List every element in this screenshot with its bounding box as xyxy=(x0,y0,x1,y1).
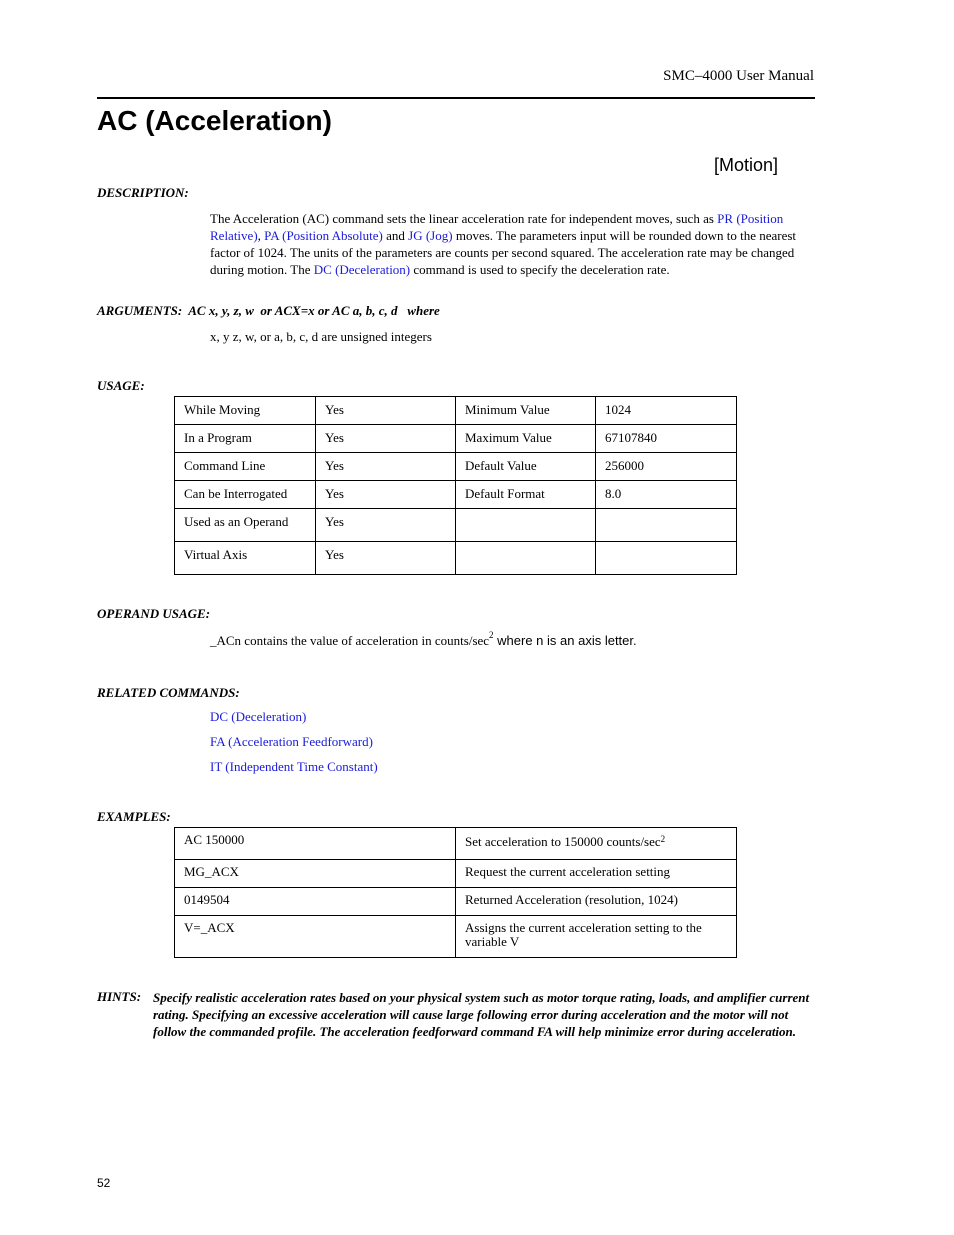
arguments-text: x, y z, w, or a, b, c, d are unsigned integers xyxy=(210,329,432,344)
table-row xyxy=(175,509,737,542)
table-row xyxy=(175,828,737,860)
usage-table xyxy=(174,396,737,575)
category-tag: [Motion] xyxy=(714,155,779,175)
description-text xyxy=(210,210,810,278)
example-description: Returned Acceleration (resolution, 1024) xyxy=(456,888,737,916)
table-row xyxy=(175,397,737,425)
usage-cell: Default Format xyxy=(456,481,596,509)
page-title: AC (Acceleration) xyxy=(97,105,332,136)
table-row xyxy=(175,425,737,453)
arguments-label: ARGUMENTS: AC x, y, z, w or ACX=x or AC a, b, c, d where xyxy=(97,303,440,318)
usage-cell: Minimum Value xyxy=(456,397,596,425)
description-label: DESCRIPTION: xyxy=(97,185,189,200)
running-header: SMC–4000 User Manual xyxy=(663,68,814,84)
related-link-it[interactable]: IT (Independent Time Constant) xyxy=(210,759,378,774)
table-row xyxy=(175,481,737,509)
usage-cell xyxy=(456,509,596,542)
hints-text: Specify realistic acceleration rates based on your physical system such as motor torque rating, loads, and amplifier current rating. Specifying an excessive acceleration will cause large following error during acceleration and the motor will not follow the commanded profile. The acceleration feedforward command FA will help minimize error during acceleration. xyxy=(153,990,810,1039)
usage-cell xyxy=(456,542,596,575)
usage-cell: In a Program xyxy=(175,425,316,453)
usage-cell: Yes xyxy=(316,509,456,542)
usage-cell: Yes xyxy=(316,481,456,509)
table-row xyxy=(175,916,737,958)
usage-cell: Default Value xyxy=(456,453,596,481)
related-commands-label: RELATED COMMANDS: xyxy=(97,685,240,700)
link-dc[interactable]: DC (Deceleration) xyxy=(313,262,411,277)
example-description: Assigns the current acceleration setting to the variable V xyxy=(456,916,737,958)
description-separator: , xyxy=(257,228,265,243)
table-row xyxy=(175,888,737,916)
usage-cell: Command Line xyxy=(175,453,316,481)
operand-usage-text xyxy=(210,630,637,649)
usage-cell: Yes xyxy=(316,542,456,575)
usage-cell: 8.0 xyxy=(596,481,737,509)
header-rule xyxy=(97,97,815,99)
usage-cell: 1024 xyxy=(596,397,737,425)
usage-cell: 256000 xyxy=(596,453,737,481)
related-link-fa[interactable]: FA (Acceleration Feedforward) xyxy=(210,734,373,749)
superscript: 2 xyxy=(489,630,494,640)
operand-text-main: _ACn contains the value of acceleration in counts/sec xyxy=(210,633,490,648)
example-description: Request the current acceleration setting xyxy=(456,860,737,888)
usage-cell: Yes xyxy=(316,453,456,481)
description-separator: and xyxy=(382,228,409,243)
hints-label: HINTS: xyxy=(97,989,142,1004)
example-description xyxy=(456,828,737,860)
example-command: V=_ACX xyxy=(175,916,456,958)
usage-cell: While Moving xyxy=(175,397,316,425)
usage-label: USAGE: xyxy=(97,378,145,393)
usage-cell: Used as an Operand xyxy=(175,509,316,542)
usage-cell xyxy=(596,509,737,542)
table-row xyxy=(175,860,737,888)
usage-cell: Can be Interrogated xyxy=(175,481,316,509)
link-jg[interactable]: JG (Jog) xyxy=(408,228,453,243)
examples-table xyxy=(174,827,737,958)
usage-cell: 67107840 xyxy=(596,425,737,453)
examples-label: EXAMPLES: xyxy=(97,809,171,824)
operand-text-tail: where n is an axis letter. xyxy=(493,633,637,648)
link-pa[interactable]: PA (Position Absolute) xyxy=(264,228,383,243)
related-link-dc[interactable]: DC (Deceleration) xyxy=(210,709,307,724)
usage-cell: Virtual Axis xyxy=(175,542,316,575)
page-number: 52 xyxy=(97,1176,111,1190)
description-text-part: moves. The parameters input will be rounded down to the nearest factor of 1024. The units of the parameters are counts per second squared. The acceleration rate may be changed during motion. The xyxy=(210,228,797,277)
description-text-part: command is used to specify the deceleration rate. xyxy=(410,262,670,277)
example-command: MG_ACX xyxy=(175,860,456,888)
superscript: 2 xyxy=(660,834,666,844)
usage-cell xyxy=(596,542,737,575)
description-text-part: The Acceleration (AC) command sets the linear acceleration rate for independent moves, such as xyxy=(210,211,718,226)
table-row xyxy=(175,453,737,481)
example-command: AC 150000 xyxy=(175,828,456,860)
operand-usage-label: OPERAND USAGE: xyxy=(97,606,211,621)
table-row xyxy=(175,542,737,575)
usage-cell: Maximum Value xyxy=(456,425,596,453)
usage-cell: Yes xyxy=(316,425,456,453)
example-description-text: Set acceleration to 150000 counts/sec xyxy=(465,834,661,849)
link-pr[interactable]: PR (Position Relative) xyxy=(210,211,784,243)
example-command: 0149504 xyxy=(175,888,456,916)
usage-cell: Yes xyxy=(316,397,456,425)
